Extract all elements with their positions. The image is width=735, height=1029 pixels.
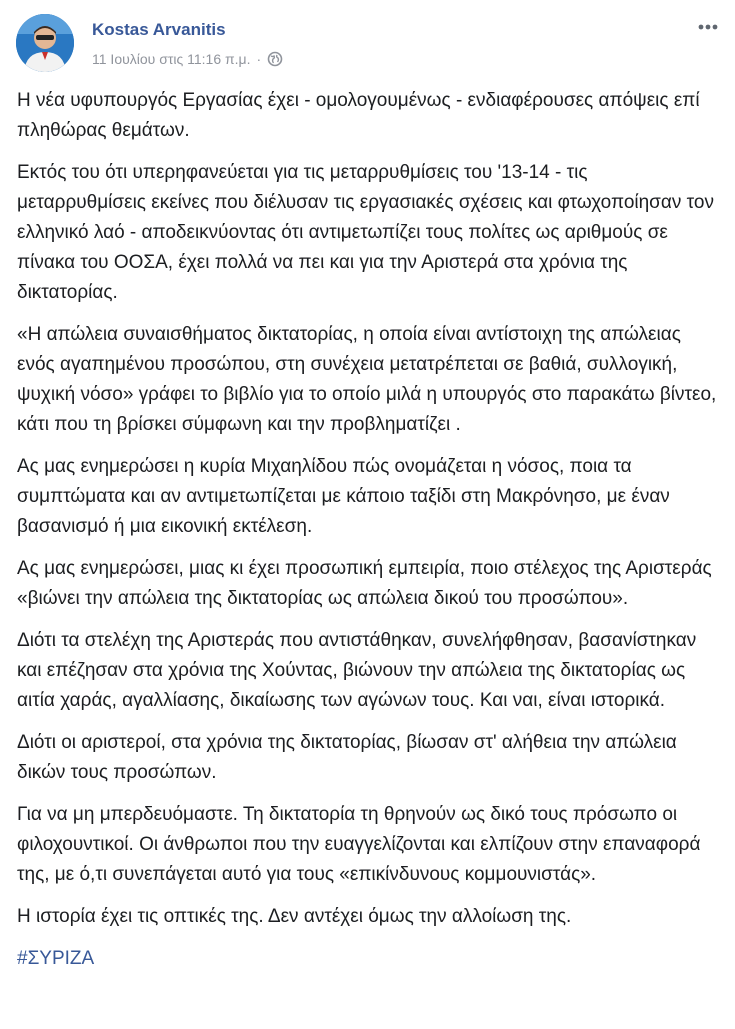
more-options-icon[interactable] — [695, 14, 721, 40]
post-paragraph: «Η απώλεια συναισθήματος δικτατορίας, η οποία είναι αντίστοιχη της απώλειας ενός αγαπημένου προσώπου, στη συνέχεια μετατρέπεται σε βαθιά, συλλογική, ψυχική νόσο» γράφει το βιβλίο για το οποίο μιλά η υπουργός στο παρακάτω βίντεο, κάτι που τη βρίσκει σύμφωνη και την προβληματίζει . — [17, 324, 717, 435]
avatar-photo — [16, 14, 74, 72]
timestamp[interactable]: 11 Ιουλίου στις 11:16 π.μ. — [92, 51, 251, 67]
avatar[interactable] — [16, 14, 74, 72]
post-paragraph: Διότι οι αριστεροί, στα χρόνια της δικτατορίας, βίωσαν στ' αλήθεια την απώλεια δικών τους προσώπων. — [17, 732, 677, 783]
post-header — [0, 0, 735, 80]
post-paragraph: Ας μας ενημερώσει η κυρία Μιχαηλίδου πώς ονομάζεται η νόσος, ποια τα συμπτώματα και αν αντιμετωπίζεται με κάποιο ταξίδι στη Μακρόνησο, με έναν βασανισμό ή μια εικονική εκτέλεση. — [17, 456, 670, 537]
post-paragraph: Διότι τα στελέχη της Αριστεράς που αντιστάθηκαν, συνελήφθησαν, βασανίστηκαν και επέζησαν στα χρόνια της Χούντας, βιώνουν την απώλεια της δικτατορίας ως αιτία χαράς, αγαλλίασης, δικαίωσης των αγώνων τους. Και ναι, είναι ιστορικά. — [17, 630, 697, 711]
hashtag-link[interactable]: #ΣΥΡΙΖΑ — [17, 948, 95, 969]
post-paragraph: Ας μας ενημερώσει, μιας κι έχει προσωπική εμπειρία, ποιο στέλεχος της Αριστεράς «βιώνει την απώλεια της δικτατορίας ως απώλεια δικού του προσώπου». — [17, 558, 712, 609]
post-paragraph: Η ιστορία έχει τις οπτικές της. Δεν αντέχει όμως την αλλοίωση της. — [17, 906, 572, 927]
globe-icon[interactable] — [267, 51, 283, 67]
post-meta — [92, 51, 283, 67]
post-paragraph: Εκτός του ότι υπερηφανεύεται για τις μεταρρυθμίσεις του '13-14 - τις μεταρρυθμίσεις εκείνες που διέλυσαν τις εργασιακές σχέσεις και φτωχοποίησαν τον ελληνικό λαό - αποδεικνύοντας ότι αντιμετωπίζει τους πολίτες ως αριθμούς σε πίνακα του ΟΟΣΑ, έχει πολλά να πει και για την Αριστερά στα χρόνια της δικτατορίας. — [17, 162, 714, 303]
meta-separator: · — [256, 51, 262, 67]
post-paragraph: Για να μη μπερδευόμαστε. Τη δικτατορία τη θρηνούν ως δικό τους πρόσωπο οι φιλοχουντικοί. Οι άνθρωποι που την ευαγγελίζονται και ελπίζουν στην επαναφορά της, με ό,τι συνεπάγεται αυτό για τους «επικίνδυνους κομμουνιστάς». — [17, 804, 701, 885]
author-name[interactable]: Kostas Arvanitis — [92, 20, 226, 39]
post-body — [17, 86, 717, 974]
post-paragraph: Η νέα υφυπουργός Εργασίας έχει - ομολογουμένως - ενδιαφέρουσες απόψεις επί πληθώρας θεμάτων. — [17, 90, 700, 141]
